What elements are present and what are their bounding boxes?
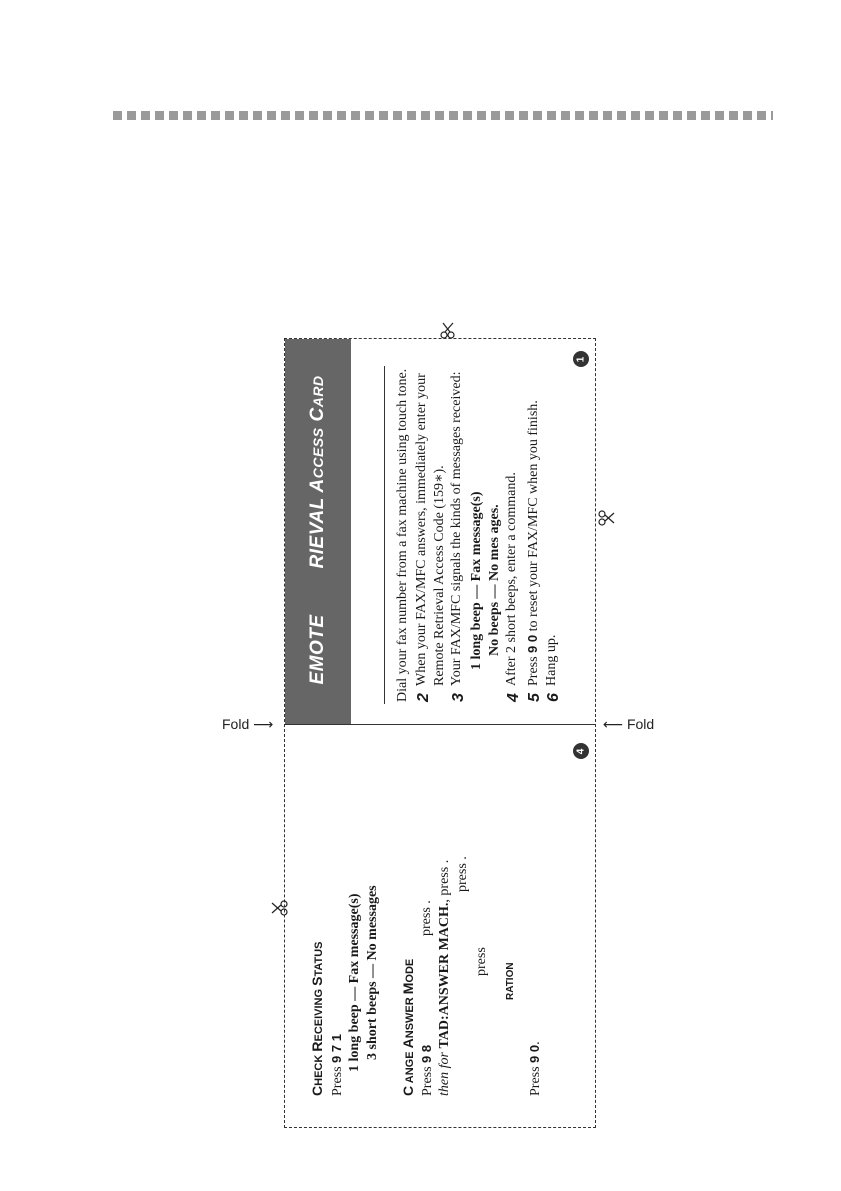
heading-part: HECK (313, 1051, 325, 1086)
change-mode-heading (400, 959, 416, 1096)
signal-none: No beeps — No mes ages. (487, 504, 502, 656)
arrow-left-icon: ⟵ (603, 716, 624, 732)
heading-cap: M (400, 982, 416, 995)
step-4-text: After 2 short beeps, enter a command. (504, 472, 519, 686)
heading-cap: C (400, 1085, 416, 1096)
step-6-number: 6 (545, 693, 562, 702)
check-press-label: Press (330, 1062, 345, 1096)
check-key: 9 7 1 (329, 1034, 344, 1063)
heading-cap: R (309, 1041, 325, 1052)
end-press-line (527, 1041, 544, 1096)
step-5-number: 5 (526, 693, 543, 702)
step-5-key: 9 0 (525, 634, 540, 653)
check-result-none: 3 short beeps — No messages (365, 885, 380, 1060)
scissors-icon (438, 320, 458, 340)
header-dotted-rule (113, 111, 773, 120)
title-part3: CCESS (310, 427, 326, 479)
heading-part: ECEIVING (313, 985, 325, 1042)
step-5-text (525, 400, 542, 686)
scissors-icon (597, 508, 617, 528)
step-4-number: 4 (505, 693, 522, 702)
page-badge-1-label: 1 (575, 356, 587, 362)
step-5-pre: Press (526, 652, 541, 686)
end-key: 9 0 (527, 1044, 542, 1063)
fold-right-text: Fold (626, 716, 655, 732)
arrow-right-icon: ⟶ (253, 716, 274, 732)
then-for-label: then for (437, 1048, 452, 1096)
change-press-line (419, 1045, 436, 1096)
press-dot-a: press . (455, 856, 470, 892)
heading-cap: A (400, 1038, 416, 1049)
step-2-line-1: When your FAX/MFC answers, immediately enter your (414, 373, 429, 686)
fold-label-left (222, 716, 273, 733)
page-badge-4 (573, 743, 589, 759)
step-2-number: 2 (415, 693, 432, 702)
tad-line (437, 860, 453, 1096)
title-part1: EMOTE (307, 614, 328, 685)
fold-line (284, 724, 596, 725)
check-result-fax: 1 long beep — Fax message(s) (347, 893, 362, 1072)
step-2-line-2: Remote Retrieval Access Code (159∗). (432, 465, 447, 686)
tad-label: TAD:ANSWER MACH. (437, 902, 452, 1049)
step-3-number: 3 (450, 693, 467, 702)
step-3-text: Your FAX/MFC signals the kinds of messages received: (449, 371, 464, 686)
fold-left-text: Fold (222, 716, 250, 732)
title-part4: C (307, 407, 328, 422)
page-badge-1 (573, 351, 589, 367)
scissors-icon (269, 898, 289, 918)
step-6-text: Hang up. (544, 634, 559, 686)
title-part5: ARD (310, 375, 326, 408)
ration-label: RATION (505, 962, 516, 1000)
heading-part: NSWER (404, 994, 416, 1039)
page-badge-4-label: 4 (575, 748, 587, 754)
thin-divider-rule (384, 366, 385, 704)
heading-part: ODE (404, 958, 416, 983)
signal-fax: 1 long beep — Fax message(s) (469, 491, 484, 670)
change-press-label: Press (420, 1062, 435, 1096)
step-1-text: Dial your fax number from a fax machine using touch tone. (395, 368, 410, 702)
heading-part: ANGE (404, 1048, 416, 1086)
heading-cap: C (309, 1085, 325, 1096)
title-part2: RIEVAL A (307, 478, 328, 569)
press-c: press (474, 947, 489, 976)
check-status-heading (309, 942, 325, 1096)
press-dot-b: press . (419, 900, 434, 936)
end-press-label: Press (528, 1062, 543, 1096)
step-5-post: to reset your FAX/MFC when you finish. (526, 400, 541, 635)
heading-cap: S (309, 976, 325, 986)
tad-press: , press . (437, 859, 452, 903)
fold-label-right (603, 716, 654, 733)
heading-part: TATUS (313, 941, 325, 977)
end-dot: . (528, 1041, 543, 1045)
check-press-line (329, 1034, 346, 1096)
change-key: 9 8 (419, 1044, 434, 1063)
